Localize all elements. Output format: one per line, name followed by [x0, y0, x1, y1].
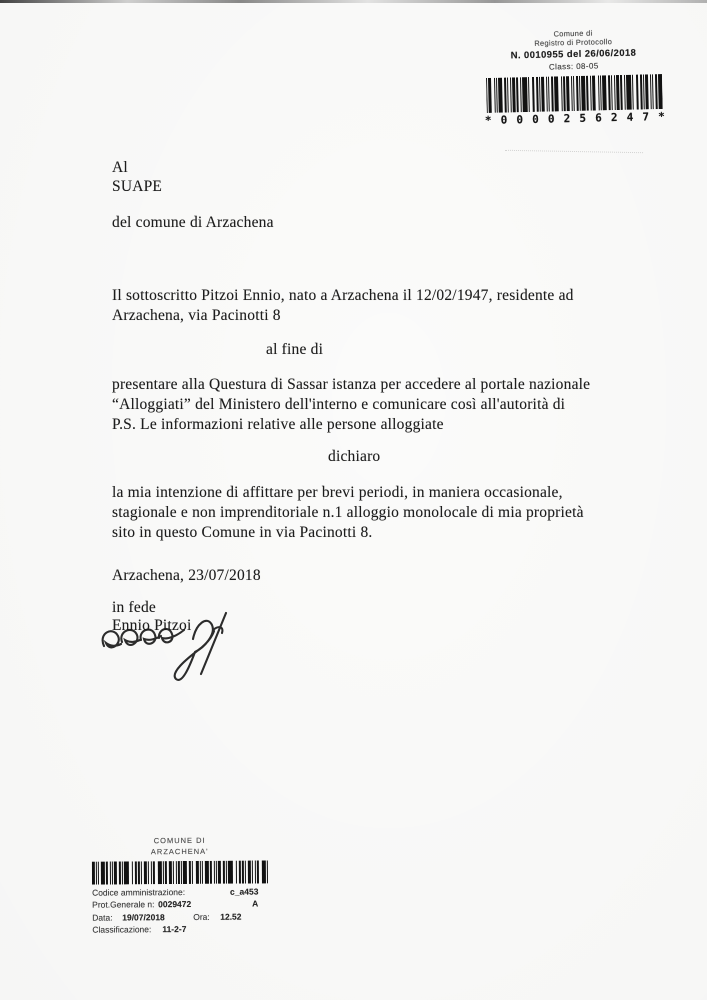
paragraph-line: presentare alla Questura di Sassar istanza per accedere al portale nazionale: [112, 376, 591, 393]
heading-dichiaro: dichiaro: [328, 448, 381, 465]
barcode-top: [486, 74, 663, 113]
stamp-classification: Class: 08-05: [548, 61, 599, 72]
paragraph-line: P.S. Le informazioni relative alle persone alloggiate: [112, 416, 444, 433]
signer-typed-name: Ennio Pitzoi: [112, 617, 192, 634]
stamp-registry-line: Registro di Protocollo: [534, 37, 613, 48]
barcode-digit: 0: [532, 112, 539, 126]
stamp-fields: [92, 886, 282, 937]
closing-in-fede: in fede: [112, 599, 157, 616]
barcode-digit: 0: [547, 112, 555, 126]
place-date-line: Arzachena, 23/07/2018: [112, 567, 261, 584]
prot-label: Prot.Generale n:: [92, 899, 155, 911]
paragraph-line: “Alloggiati” del Ministero dell'interno e comunicare così all'autorità di: [112, 396, 566, 413]
protocol-stamp-top: [477, 27, 671, 127]
barcode-digit: *: [484, 113, 492, 128]
scan-edge-artifact: [0, 0, 707, 3]
recipient-line-al: Al: [112, 159, 128, 176]
prot-value: 0029472: [158, 899, 192, 910]
barcode-digit: 4: [626, 110, 634, 124]
paragraph-purpose: [112, 375, 590, 435]
recipient-line-comune: del comune di Arzachena: [112, 214, 274, 231]
barcode-digit: 0: [500, 113, 508, 127]
handwritten-signature: [96, 608, 246, 686]
recipient-line-suape: SUAPE: [112, 178, 163, 195]
paragraph-line: Il sottoscritto Pitzoi Ennio, nato a Arzachena il 12/02/1947, residente ad: [112, 287, 574, 304]
ora-label: Ora:: [193, 911, 210, 922]
paragraph-declaration: [112, 483, 584, 543]
barcode-digit: 6: [595, 111, 602, 125]
protocol-stamp-bottom: [92, 835, 283, 937]
codice-label: Codice amministrazione:: [92, 887, 186, 898]
barcode-digits: [485, 110, 665, 127]
heading-al-fine-di: al fine di: [266, 341, 324, 358]
data-value: 19/07/2018: [122, 911, 165, 923]
barcode-digit: 5: [579, 111, 587, 125]
class-label: Classificazione:: [92, 924, 152, 935]
barcode-digit: 7: [642, 110, 650, 124]
barcode-digit: 2: [610, 111, 618, 125]
ora-value: 12.52: [220, 911, 242, 922]
stamp-row-classificazione: [92, 924, 282, 938]
codice-value: c_a453: [230, 886, 259, 897]
stamp-org-line: Comune di: [553, 28, 593, 39]
class-value: 11-2-7: [162, 924, 187, 935]
barcode-digit: 2: [563, 112, 571, 126]
paragraph-line: sito in questo Comune in via Pacinotti 8.: [112, 524, 373, 541]
paragraph-line: la mia intenzione di affittare per brevi periodi, in maniera occasionale,: [112, 484, 563, 501]
paragraph-introduction: [112, 286, 574, 326]
prot-flag: A: [252, 898, 259, 909]
stamp-org-name-line1: COMUNE DI: [153, 835, 206, 846]
faint-smudge-artifact: [505, 150, 643, 159]
stamp-protocol-number: N. 0010955 del 26/06/2018: [510, 47, 637, 62]
barcode-digit: *: [658, 109, 665, 124]
data-label: Data:: [92, 912, 113, 923]
paragraph-line: stagionale e non imprenditoriale n.1 alloggio monolocale di mia proprietà: [112, 504, 584, 521]
paragraph-line: Arzachena, via Pacinotti 8: [112, 307, 281, 324]
barcode-bottom: [92, 860, 270, 884]
barcode-digit: 0: [516, 113, 524, 127]
stamp-org-name-line2: ARZACHENA': [150, 846, 209, 856]
